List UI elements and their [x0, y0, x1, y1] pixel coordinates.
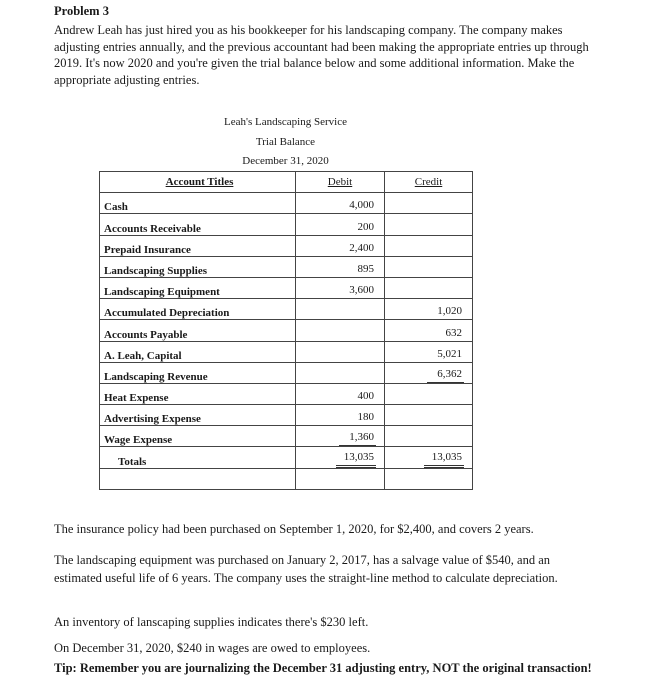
wages-info: On December 31, 2020, $240 in wages are owed to employees.	[54, 641, 371, 655]
credit-cell: 5,021	[385, 341, 473, 362]
table-header-row	[100, 172, 473, 193]
total-credit: 13,035	[385, 447, 473, 468]
debit-cell: 180	[296, 405, 385, 426]
debit-cell: 1,360	[296, 426, 385, 447]
header-account-titles: Account Titles	[100, 172, 296, 193]
credit-cell	[385, 277, 473, 298]
credit-cell	[385, 214, 473, 235]
account-title: Advertising Expense	[100, 405, 296, 426]
debit-cell	[296, 341, 385, 362]
equipment-info: The landscaping equipment was purchased on January 2, 2017, has a salvage value of $540, and an estimated useful life of 6 years. The company uses the straight-line method to calculate depreciation.	[54, 553, 558, 585]
table-row	[100, 320, 473, 341]
table-row	[100, 256, 473, 277]
report-name: Trial Balance	[255, 136, 316, 148]
total-debit: 13,035	[296, 447, 385, 468]
credit-cell: 632	[385, 320, 473, 341]
account-title: Cash	[100, 193, 296, 214]
debit-cell	[296, 362, 385, 383]
credit-cell	[385, 193, 473, 214]
debit-cell: 2,400	[296, 235, 385, 256]
tip-text: Tip: Remember you are journalizing the December 31 adjusting entry, NOT the original transaction!	[54, 661, 592, 675]
account-title: Accumulated Depreciation	[100, 299, 296, 320]
empty-cell	[296, 468, 385, 489]
credit-cell	[385, 405, 473, 426]
account-title: Heat Expense	[100, 383, 296, 404]
table-row	[100, 277, 473, 298]
account-title: Landscaping Equipment	[100, 277, 296, 298]
supplies-info: An inventory of lanscaping supplies indicates there's $230 left.	[54, 615, 369, 629]
table-row	[100, 193, 473, 214]
table-row	[100, 426, 473, 447]
empty-row	[100, 468, 473, 489]
table-row	[100, 362, 473, 383]
debit-cell	[296, 299, 385, 320]
debit-cell: 895	[296, 256, 385, 277]
credit-cell	[385, 383, 473, 404]
credit-cell: 1,020	[385, 299, 473, 320]
debit-cell: 400	[296, 383, 385, 404]
credit-cell	[385, 235, 473, 256]
debit-cell: 4,000	[296, 193, 385, 214]
empty-cell	[385, 468, 473, 489]
debit-cell: 200	[296, 214, 385, 235]
problem-intro: Andrew Leah has just hired you as his bookkeeper for his landscaping company. The company makes adjusting entries annually, and the previous accountant had been making the appropriate entries up through 2019. It's now 2020 and you're given the trial balance below and some additional information. Make the appropriate adjusting entries.	[54, 23, 589, 87]
totals-row	[100, 447, 473, 468]
account-title: A. Leah, Capital	[100, 341, 296, 362]
account-title: Landscaping Supplies	[100, 256, 296, 277]
empty-cell	[100, 468, 296, 489]
totals-label: Totals	[100, 447, 296, 468]
table-row	[100, 341, 473, 362]
debit-cell	[296, 320, 385, 341]
credit-cell	[385, 426, 473, 447]
table-row	[100, 299, 473, 320]
account-title: Landscaping Revenue	[100, 362, 296, 383]
credit-cell	[385, 256, 473, 277]
table-row	[100, 383, 473, 404]
account-title: Accounts Payable	[100, 320, 296, 341]
account-title: Accounts Receivable	[100, 214, 296, 235]
credit-cell: 6,362	[385, 362, 473, 383]
account-title: Prepaid Insurance	[100, 235, 296, 256]
insurance-info: The insurance policy had been purchased on September 1, 2020, for $2,400, and covers 2 years.	[54, 522, 534, 536]
debit-cell: 3,600	[296, 277, 385, 298]
account-title: Wage Expense	[100, 426, 296, 447]
problem-title: Problem 3	[54, 4, 109, 18]
table-row	[100, 214, 473, 235]
report-date: December 31, 2020	[242, 155, 329, 167]
header-credit: Credit	[385, 172, 473, 193]
trial-balance-table	[99, 171, 473, 490]
table-row	[100, 235, 473, 256]
table-row	[100, 405, 473, 426]
header-debit: Debit	[296, 172, 385, 193]
company-name: Leah's Landscaping Service	[224, 116, 347, 128]
